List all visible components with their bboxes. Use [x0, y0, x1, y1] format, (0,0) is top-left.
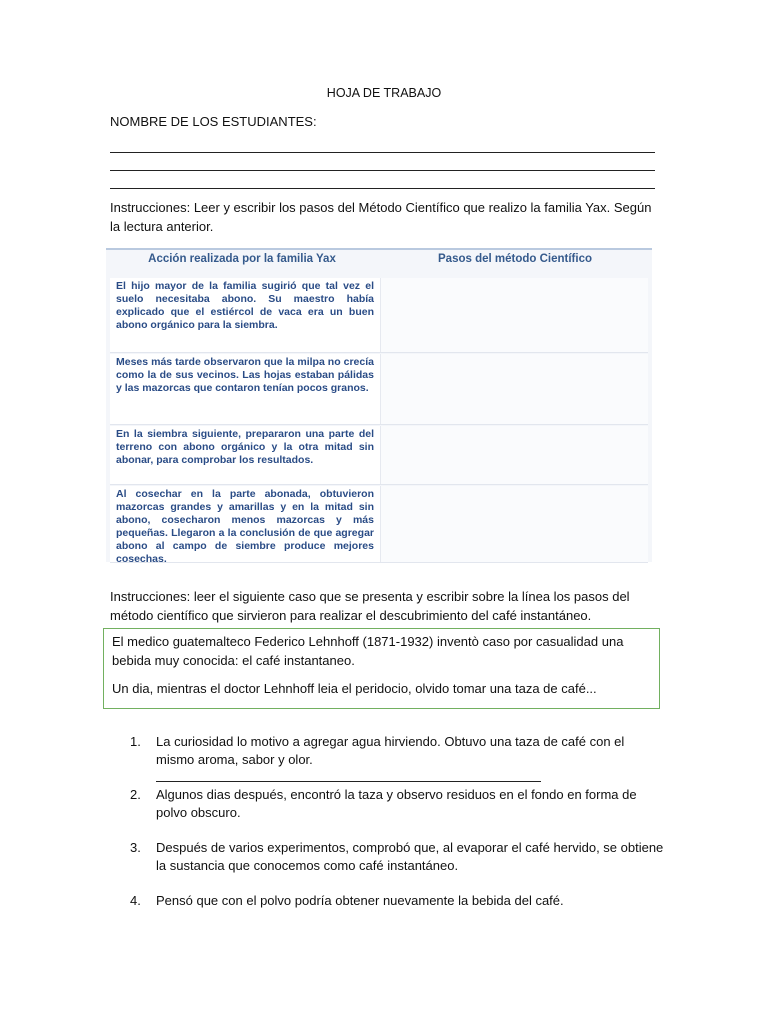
list-text: Pensó que con el polvo podría obtener nuevamente la bebida del café. — [156, 893, 564, 908]
table-header-steps: Pasos del método Científico — [438, 253, 592, 265]
answer-line[interactable] — [156, 769, 541, 782]
instructions-1: Instrucciones: Leer y escribir los pasos del Método Científico que realizo la familia Yax. Según la lectura anterior. — [110, 200, 652, 234]
table-cell-step-answer[interactable] — [381, 426, 648, 484]
table-cell-step-answer[interactable] — [381, 278, 648, 352]
list-text: Algunos dias después, encontró la taza y observo residuos en el fondo en forma de polvo obscuro. — [156, 787, 637, 820]
list-number: 2. — [130, 787, 141, 802]
list-text: La curiosidad lo motivo a agregar agua hirviendo. Obtuvo una taza de café con el mismo aroma, sabor y olor. — [156, 734, 625, 767]
name-line-3[interactable] — [110, 188, 655, 189]
table-cell-action: Meses más tarde observaron que la milpa no crecía como la de sus vecinos. Las hojas estaban pálidas y las mazorcas que contaron tenían pocos granos. — [116, 356, 374, 394]
list-number: 3. — [130, 840, 141, 855]
name-line-2[interactable] — [110, 170, 655, 171]
instructions-2: Instrucciones: leer el siguiente caso que se presenta y escribir sobre la línea los pasos del método científico que sirvieron para realizar el descubrimiento del café instantáneo. — [110, 589, 630, 623]
list-number: 1. — [130, 734, 141, 749]
table-row — [110, 486, 648, 563]
table-cell-step-answer[interactable] — [381, 486, 648, 562]
case-paragraph-2: Un dia, mientras el doctor Lehnhoff leia el peridocio, olvido tomar una taza de café... — [112, 681, 597, 696]
case-box — [103, 628, 660, 709]
table-row — [110, 426, 648, 485]
list-number: 4. — [130, 893, 141, 908]
list-text: Después de varios experimentos, comprobó que, al evaporar el café hervido, se obtiene la sustancia que conocemos como café instantáneo. — [156, 840, 664, 873]
table-cell-step-answer[interactable] — [381, 354, 648, 424]
list-item — [110, 733, 670, 773]
list-item — [110, 786, 670, 826]
case-paragraph-1: El medico guatemalteco Federico Lehnhoff (1871-1932) inventò caso por casualidad una bebida muy conocida: el café instantaneo. — [112, 634, 624, 668]
students-label: NOMBRE DE LOS ESTUDIANTES: — [110, 114, 317, 129]
table-row — [110, 354, 648, 425]
list-item — [110, 892, 670, 914]
table-cell-action: Al cosechar en la parte abonada, obtuvieron mazorcas grandes y amarillas y en la mitad sin abono, cosecharon menos mazorcas y más pequeñas. Llegaron a la conclusión de que agregar abono al campo de siembre produce mejores cosechas. — [116, 488, 374, 565]
table-header-action: Acción realizada por la familia Yax — [148, 253, 336, 265]
list-item — [110, 839, 670, 879]
method-table — [106, 248, 652, 565]
table-row — [110, 278, 648, 353]
name-line-1[interactable] — [110, 152, 655, 153]
page-title: HOJA DE TRABAJO — [326, 86, 442, 100]
table-cell-action: El hijo mayor de la familia sugirió que tal vez el suelo necesitaba abono. Su maestro había explicado que el estiércol de vaca era un buen abono orgánico para la siembra. — [116, 280, 374, 331]
table-cell-action: En la siembra siguiente, prepararon una parte del terreno con abono orgánico y la otra mitad sin abonar, para comprobar los resultados. — [116, 428, 374, 466]
